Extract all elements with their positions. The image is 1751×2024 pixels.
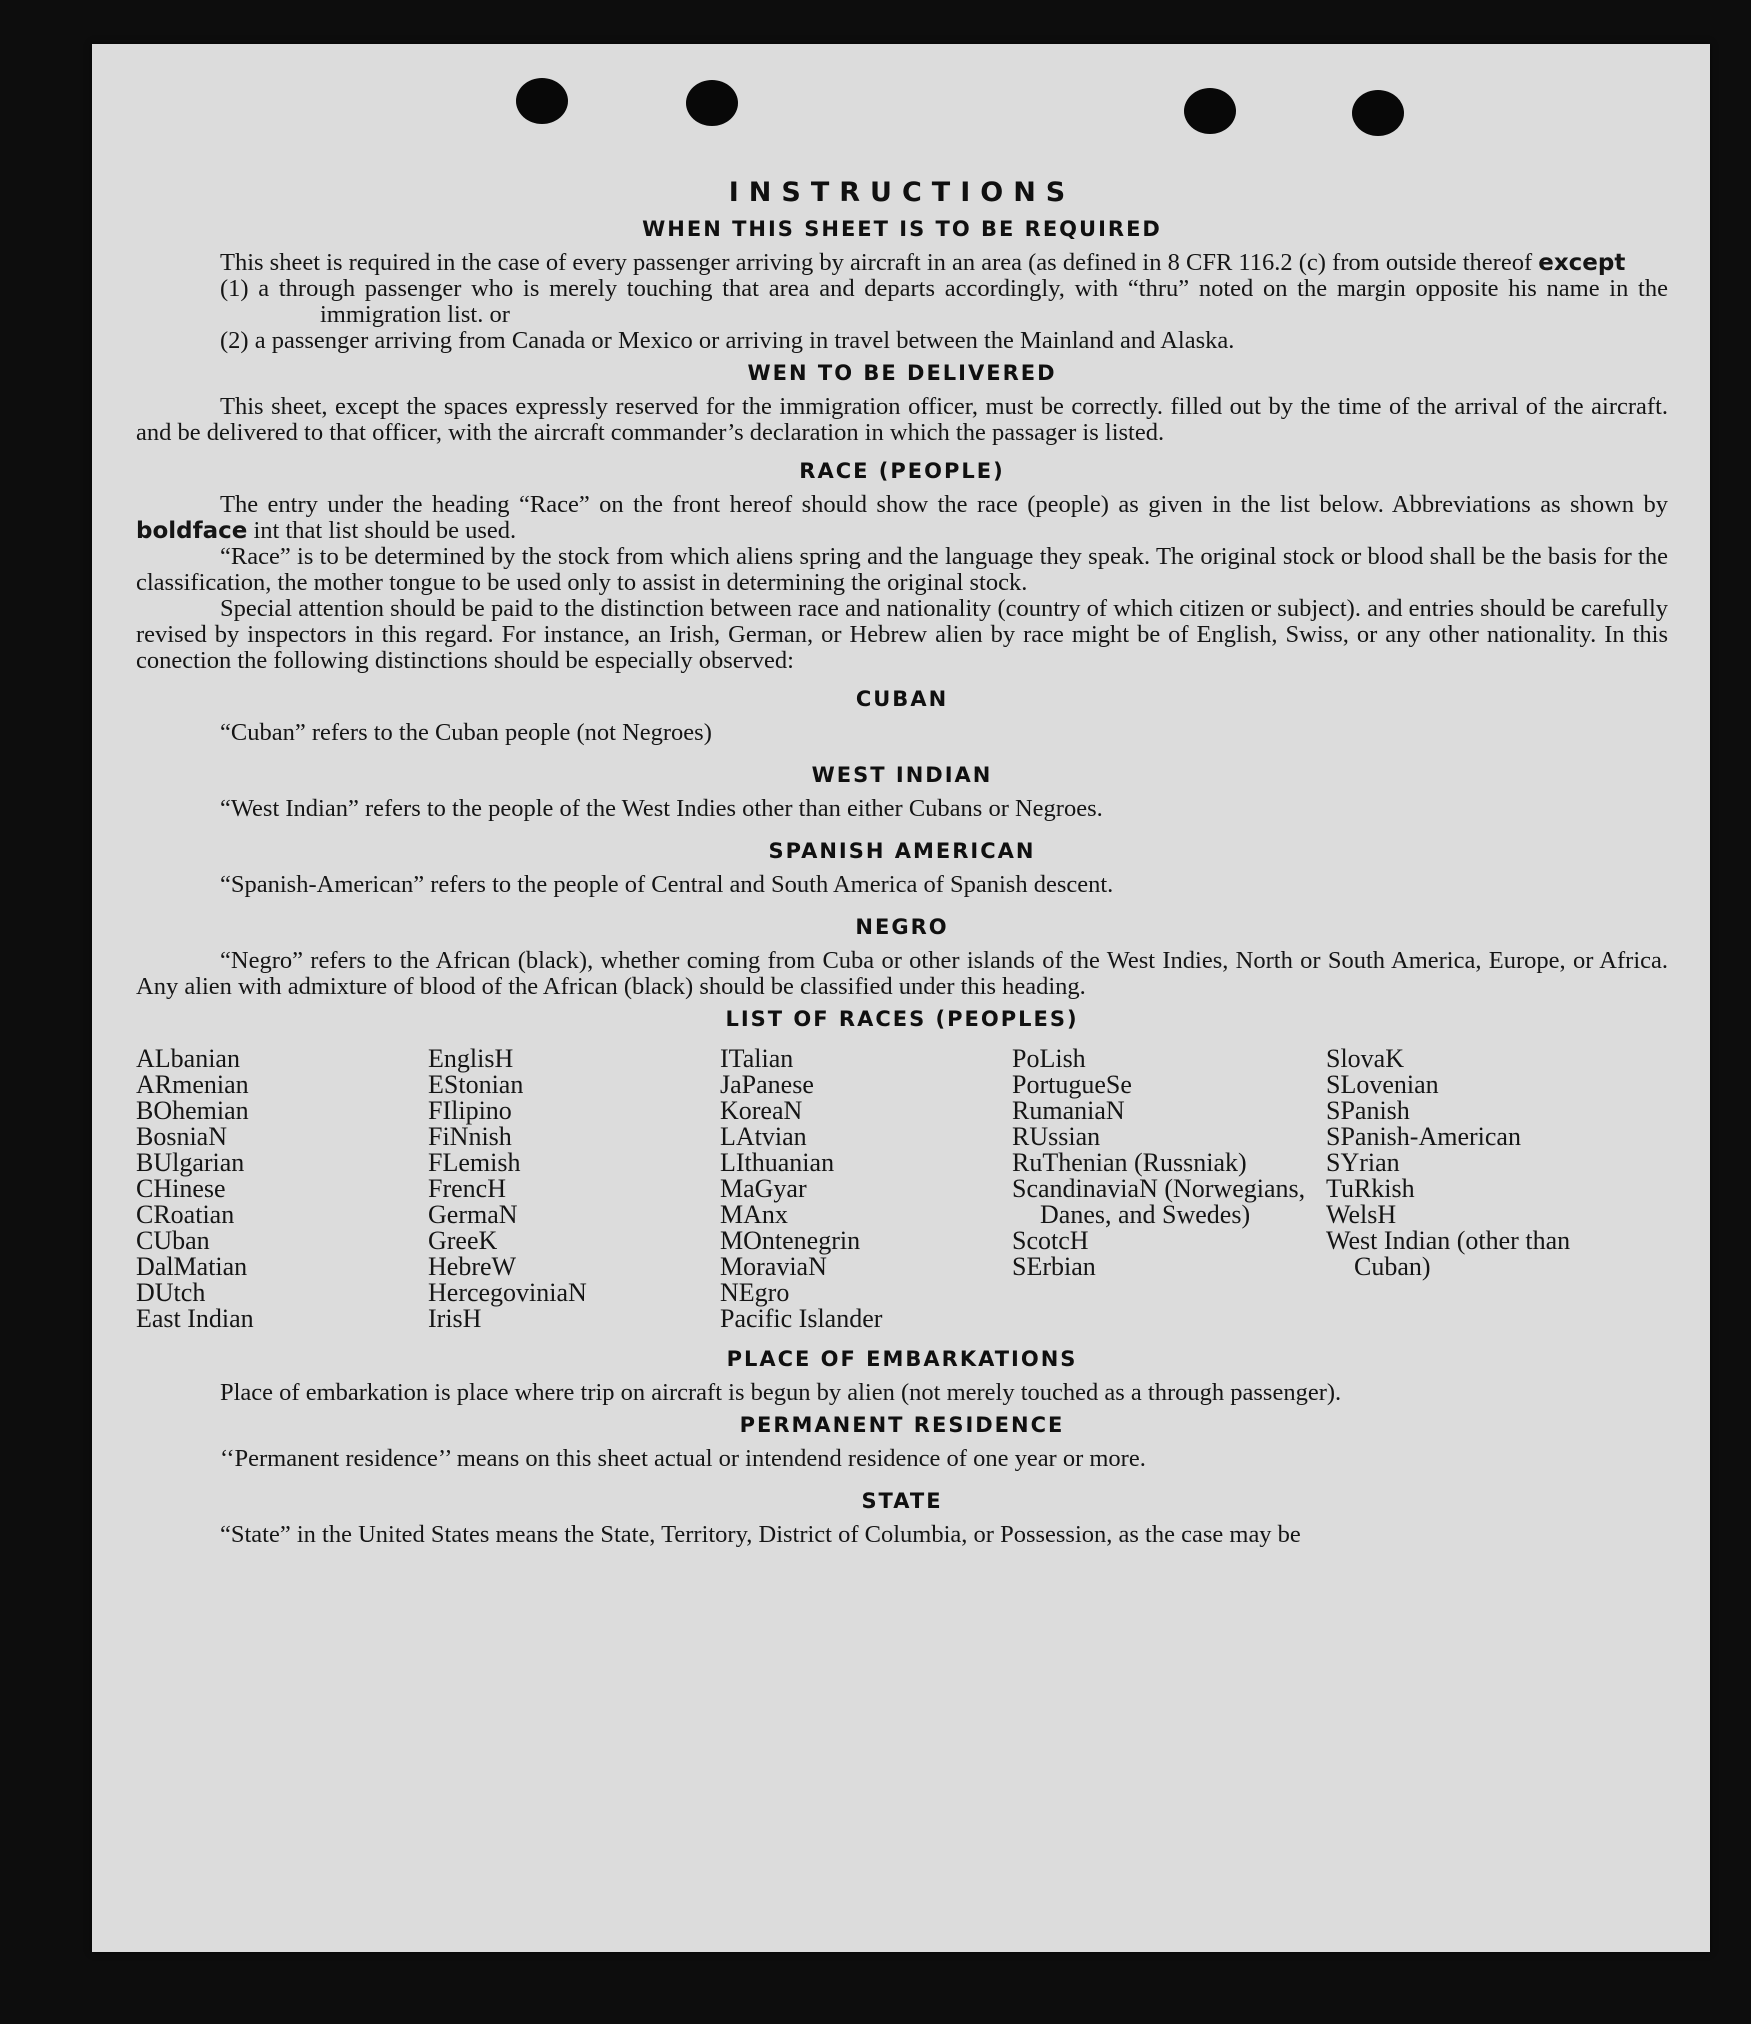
- cuban-text: “Cuban” refers to the Cuban people (not Negroes): [220, 719, 712, 746]
- document-body: [136, 174, 1668, 1548]
- race-entry: DUtch: [136, 1278, 206, 1307]
- heading-list-of-races: LIST OF RACES (PEOPLES): [725, 1007, 1079, 1031]
- race-entry: SPanish-American: [1326, 1122, 1521, 1151]
- race-paragraph-2: “Race” is to be determined by the stock from which aliens spring and the language they speak. The original stock or blood shall be the basis for the classification, the mother tongue to be used only to assist in determining the original stock.: [136, 543, 1668, 596]
- state-text: “State” in the United States means the State, Territory, District of Columbia, or Possession, as the case may be: [220, 1521, 1301, 1548]
- race-entry: SErbian: [1012, 1252, 1096, 1281]
- embarkation-text: Place of embarkation is place where trip on aircraft is begun by alien (not merely touched as a through passenger).: [220, 1379, 1342, 1406]
- race-entry: NEgro: [720, 1278, 790, 1307]
- race-entry: FiNnish: [428, 1122, 512, 1151]
- race-entry: ALbanian: [136, 1044, 240, 1073]
- heading-race: RACE (PEOPLE): [799, 459, 1005, 483]
- heading-cuban: CUBAN: [855, 687, 949, 711]
- race-entry: RumaniaN: [1012, 1096, 1125, 1125]
- race-entry: West Indian (other than Cuban): [1326, 1226, 1571, 1281]
- exception-item-1: (1) a through passenger who is merely touching that area and departs accordingly, with “thru” noted on the margin opposite his name in the immigration list. or: [220, 275, 1668, 328]
- race-entry: TuRkish: [1326, 1174, 1415, 1203]
- race-entry: RUssian: [1012, 1122, 1101, 1151]
- negro-text: “Negro” refers to the African (black), whether coming from Cuba or other islands of the West Indies, North or South America, Europe, or Africa. Any alien with admixture of blood of the African (black) should be classified under this heading.: [136, 947, 1668, 1000]
- races-column: [1326, 1046, 1626, 1332]
- race-entry: ARmenian: [136, 1070, 249, 1099]
- heading-negro: NEGRO: [855, 915, 949, 939]
- race-entry: LIthuanian: [720, 1148, 835, 1177]
- punch-hole: [1352, 90, 1404, 136]
- race-entry: HercegoviniaN: [428, 1278, 587, 1307]
- race-entry: GreeK: [428, 1226, 498, 1255]
- race-entry: MoraviaN: [720, 1252, 827, 1281]
- west-indian-text: “West Indian” refers to the people of the West Indies other than either Cubans or Negroes.: [220, 795, 1103, 822]
- race-entry: SlovaK: [1326, 1044, 1404, 1073]
- race-entry: KoreaN: [720, 1096, 803, 1125]
- race-entry: GermaN: [428, 1200, 518, 1229]
- races-column: [136, 1046, 428, 1332]
- race-entry: SLovenian: [1326, 1070, 1439, 1099]
- race-entry: EStonian: [428, 1070, 524, 1099]
- residence-text: ‘‘Permanent residence’’ means on this sheet actual or intendend residence of one year or more.: [220, 1445, 1146, 1472]
- race-entry: CUban: [136, 1226, 210, 1255]
- race-paragraph-1: The entry under the heading “Race” on the front hereof should show the race (people) as given in the list below. Abbreviations as shown by boldface int that list should be used.: [136, 491, 1668, 544]
- document-page: [92, 44, 1710, 1952]
- heading-west-indian: WEST INDIAN: [811, 763, 993, 787]
- except-bold: except: [1538, 250, 1626, 276]
- race-entry: SPanish: [1326, 1096, 1410, 1125]
- race-entry: EnglisH: [428, 1044, 514, 1073]
- race-entry: SYrian: [1326, 1148, 1400, 1177]
- heading-embarkation: PLACE OF EMBARKATIONS: [726, 1347, 1078, 1371]
- boldface-bold: boldface: [136, 518, 248, 544]
- races-list: [136, 1046, 1668, 1332]
- race-entry: RuThenian (Russniak): [1012, 1148, 1247, 1177]
- race-entry: PoLish: [1012, 1044, 1086, 1073]
- race-entry: CHinese: [136, 1174, 226, 1203]
- heading-state: STATE: [861, 1489, 943, 1513]
- race-entry: JaPanese: [720, 1070, 814, 1099]
- page-title: INSTRUCTIONS: [728, 177, 1076, 208]
- race-entry: BOhemian: [136, 1096, 249, 1125]
- race-paragraph-3: Special attention should be paid to the distinction between race and nationality (country of which citizen or subject). and entries should be carefully revised by inspectors in this regard. For instance, an Irish, German, or Hebrew alien by race might be of English, Swiss, or any other nationality. In this conection the following distinctions should be especially observed:: [136, 595, 1668, 674]
- when-delivered-text: This sheet, except the spaces expressly reserved for the immigration officer, must be correctly. filled out by the time of the arrival of the aircraft. and be delivered to that officer, with the aircraft commander’s declaration in which the passager is listed.: [136, 393, 1668, 446]
- races-column: [1012, 1046, 1326, 1332]
- race-entry: MaGyar: [720, 1174, 807, 1203]
- race-entry: LAtvian: [720, 1122, 807, 1151]
- heading-when-delivered: WEN TO BE DELIVERED: [747, 361, 1057, 385]
- race-entry: BUlgarian: [136, 1148, 245, 1177]
- races-column: [428, 1046, 720, 1332]
- heading-permanent-residence: PERMANENT RESIDENCE: [739, 1413, 1065, 1437]
- race-entry: Pacific Islander: [720, 1304, 883, 1333]
- race-entry: MOntenegrin: [720, 1226, 861, 1255]
- race-entry: PortugueSe: [1012, 1070, 1132, 1099]
- race-entry: East Indian: [136, 1304, 254, 1333]
- spanish-american-text: “Spanish-American” refers to the people of Central and South America of Spanish descent.: [220, 871, 1114, 898]
- race-entry: BosniaN: [136, 1122, 227, 1151]
- heading-when-required: WHEN THIS SHEET IS TO BE REQUIRED: [642, 217, 1162, 241]
- race-entry: ITalian: [720, 1044, 794, 1073]
- race-entry: WelsH: [1326, 1200, 1397, 1229]
- race-entry: ScotcH: [1012, 1226, 1089, 1255]
- race-entry: CRoatian: [136, 1200, 235, 1229]
- race-entry: MAnx: [720, 1200, 788, 1229]
- heading-spanish-american: SPANISH AMERICAN: [768, 839, 1036, 863]
- race-entry: IrisH: [428, 1304, 482, 1333]
- race-entry: HebreW: [428, 1252, 517, 1281]
- race-entry: FrencH: [428, 1174, 506, 1203]
- punch-hole: [686, 80, 738, 126]
- races-column: [720, 1046, 1012, 1332]
- exception-item-2: (2) a passenger arriving from Canada or Mexico or arriving in travel between the Mainland and Alaska.: [220, 327, 1235, 354]
- punch-hole: [1184, 88, 1236, 134]
- race-entry: ScandinaviaN (Norwegians, Danes, and Swedes): [1012, 1174, 1306, 1229]
- punch-hole: [516, 78, 568, 124]
- race-entry: FLemish: [428, 1148, 521, 1177]
- race-entry: FIlipino: [428, 1096, 512, 1125]
- race-entry: DalMatian: [136, 1252, 248, 1281]
- when-required-intro: This sheet is required in the case of every passenger arriving by aircraft in an area (as defined in 8 CFR 116.2 (c) from outside thereof except: [220, 249, 1626, 276]
